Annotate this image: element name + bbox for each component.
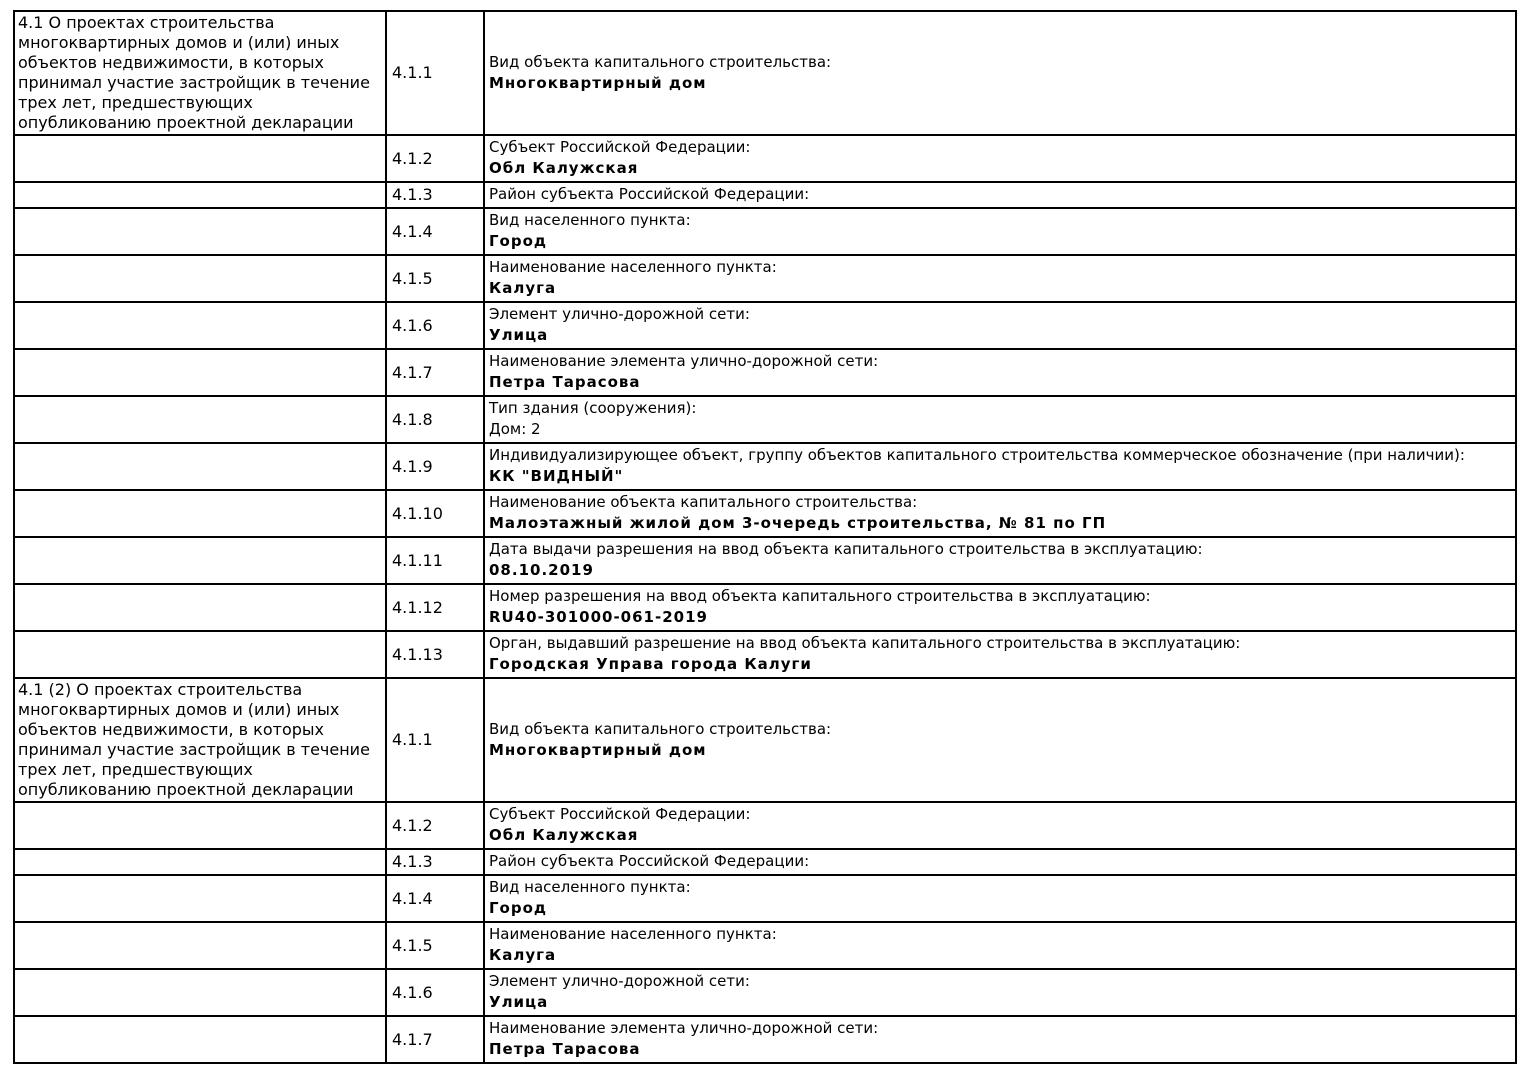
table-row [14,396,1516,443]
row-content [484,396,1516,443]
field-value: Петра Тарасова [489,373,641,391]
row-content [484,1016,1516,1063]
field-value: Город [489,899,548,917]
row-code: 4.1.11 [386,537,484,584]
row-content [484,631,1516,678]
row-code: 4.1.1 [386,678,484,802]
row-code: 4.1.10 [386,490,484,537]
empty-cell [14,584,386,631]
field-value: Дом: 2 [489,420,541,438]
section-description-cell: 4.1 О проектах строительства многоквартирных домов и (или) иных объектов недвижимости, в которых принимал участие застройщик в течение трех лет, предшествующих опубликованию проектной декларации [14,11,386,135]
empty-cell [14,135,386,182]
empty-cell [14,849,386,875]
table-row [14,537,1516,584]
table-row [14,678,1516,802]
row-content [484,849,1516,875]
field-label: Элемент улично-дорожной сети: [489,972,750,990]
field-value: Многоквартирный дом [489,740,707,759]
table-row [14,802,1516,849]
section-description-cell: 4.1 (2) О проектах строительства многоквартирных домов и (или) иных объектов недвижимости, в которых принимал участие застройщик в течение трех лет, предшествующих опубликованию проектной декларации [14,678,386,802]
field-label: Наименование населенного пункта: [489,925,777,943]
field-value: Улица [489,326,549,344]
table-row [14,302,1516,349]
field-value: Калуга [489,279,557,297]
row-code: 4.1.8 [386,396,484,443]
field-value: Калуга [489,946,557,964]
row-content [484,922,1516,969]
row-code: 4.1.13 [386,631,484,678]
row-code: 4.1.2 [386,135,484,182]
empty-cell [14,396,386,443]
empty-cell [14,443,386,490]
row-code: 4.1.12 [386,584,484,631]
empty-cell [14,349,386,396]
empty-cell [14,537,386,584]
row-code: 4.1.4 [386,208,484,255]
declaration-table [13,10,1517,1064]
field-value: Петра Тарасова [489,1040,641,1058]
field-label: Субъект Российской Федерации: [489,805,751,823]
row-code: 4.1.1 [386,11,484,135]
field-label: Наименование населенного пункта: [489,258,777,276]
row-content [484,349,1516,396]
row-code: 4.1.6 [386,302,484,349]
empty-cell [14,969,386,1016]
table-row [14,255,1516,302]
field-label: Орган, выдавший разрешение на ввод объекта капитального строительства в эксплуатацию: [489,634,1241,652]
table-row [14,349,1516,396]
table-row [14,631,1516,678]
field-label: Наименование объекта капитального строительства: [489,493,918,511]
field-label: Вид населенного пункта: [489,211,691,229]
field-label: Индивидуализирующее объект, группу объектов капитального строительства коммерческое обозначение (при наличии): [489,446,1465,464]
row-content [484,537,1516,584]
empty-cell [14,875,386,922]
row-code: 4.1.3 [386,182,484,208]
field-label: Тип здания (сооружения): [489,399,697,417]
row-content [484,208,1516,255]
field-value: Многоквартирный дом [489,73,707,92]
row-content [484,443,1516,490]
field-value: Городская Управа города Калуги [489,655,812,673]
table-row [14,584,1516,631]
empty-cell [14,490,386,537]
field-value: RU40-301000-061-2019 [489,608,708,626]
row-code: 4.1.7 [386,349,484,396]
field-label: Дата выдачи разрешения на ввод объекта капитального строительства в эксплуатацию: [489,540,1203,558]
table-row [14,208,1516,255]
empty-cell [14,631,386,678]
row-content [484,678,1516,802]
table-row [14,922,1516,969]
field-label: Субъект Российской Федерации: [489,138,751,156]
table-row [14,490,1516,537]
row-content [484,255,1516,302]
field-label: Элемент улично-дорожной сети: [489,305,750,323]
row-code: 4.1.9 [386,443,484,490]
row-content [484,802,1516,849]
row-content [484,584,1516,631]
row-code: 4.1.4 [386,875,484,922]
row-content [484,302,1516,349]
row-content [484,969,1516,1016]
field-label: Район субъекта Российской Федерации: [489,185,810,203]
empty-cell [14,802,386,849]
table-row [14,1016,1516,1063]
empty-cell [14,255,386,302]
row-code: 4.1.5 [386,255,484,302]
table-row [14,11,1516,135]
field-value: 08.10.2019 [489,561,594,579]
table-row [14,182,1516,208]
row-content [484,490,1516,537]
table-row [14,875,1516,922]
table-row [14,849,1516,875]
field-label: Номер разрешения на ввод объекта капитального строительства в эксплуатацию: [489,587,1151,605]
field-label: Вид объекта капитального строительства: [489,719,832,738]
table-row [14,969,1516,1016]
field-value: Город [489,232,548,250]
table-row [14,443,1516,490]
row-code: 4.1.6 [386,969,484,1016]
empty-cell [14,182,386,208]
field-value: Улица [489,993,549,1011]
row-code: 4.1.5 [386,922,484,969]
field-value: КК "ВИДНЫЙ" [489,467,624,485]
row-content [484,875,1516,922]
row-code: 4.1.2 [386,802,484,849]
empty-cell [14,1016,386,1063]
row-content [484,135,1516,182]
field-label: Наименование элемента улично-дорожной сети: [489,1019,879,1037]
row-code: 4.1.7 [386,1016,484,1063]
empty-cell [14,302,386,349]
declaration-table-body [14,11,1516,1063]
row-content [484,182,1516,208]
field-value: Малоэтажный жилой дом 3-очередь строительства, № 81 по ГП [489,514,1107,532]
empty-cell [14,922,386,969]
field-label: Наименование элемента улично-дорожной сети: [489,352,879,370]
empty-cell [14,208,386,255]
table-row [14,135,1516,182]
field-label: Вид объекта капитального строительства: [489,52,832,71]
field-value: Обл Калужская [489,826,639,844]
row-content [484,11,1516,135]
field-label: Вид населенного пункта: [489,878,691,896]
row-code: 4.1.3 [386,849,484,875]
field-value: Обл Калужская [489,159,639,177]
field-label: Район субъекта Российской Федерации: [489,852,810,870]
